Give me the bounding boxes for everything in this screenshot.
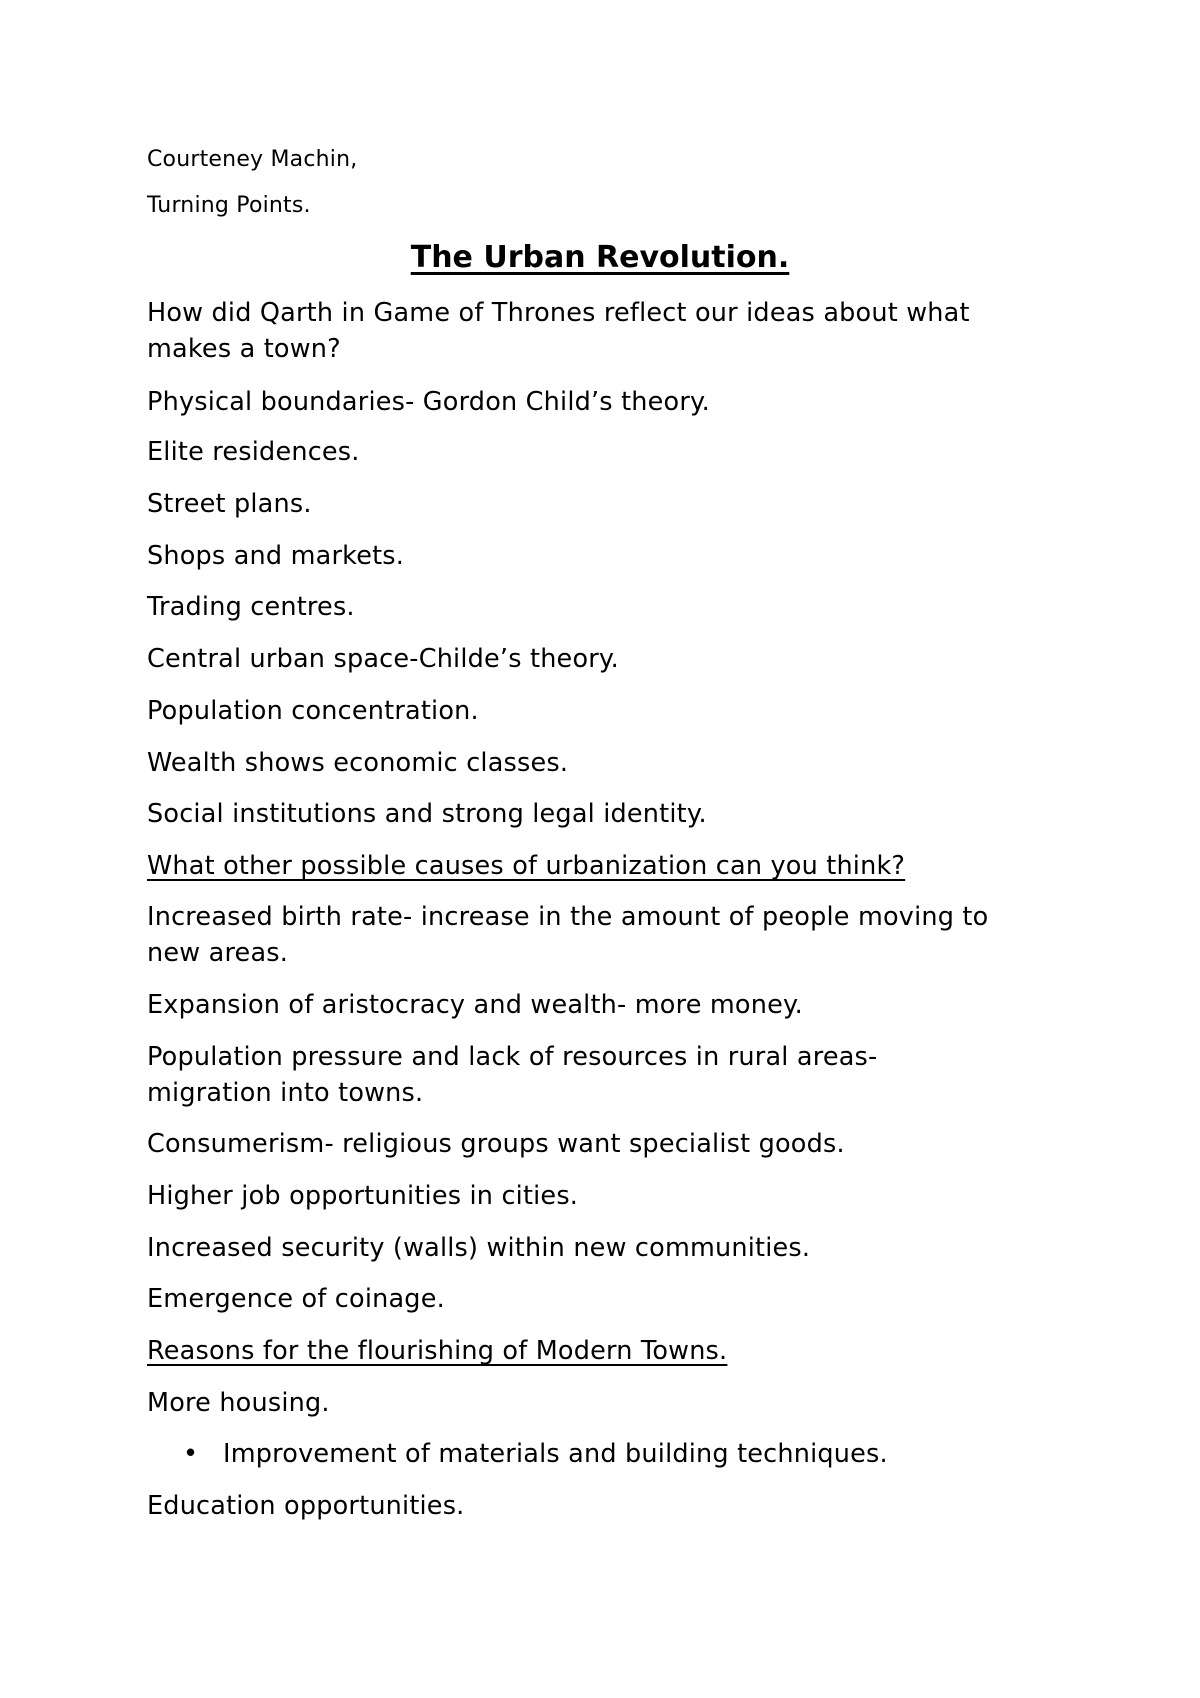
course-line: Turning Points. (147, 193, 311, 218)
feature-item: Street plans. (147, 489, 312, 519)
author-line: Courteney Machin, (147, 147, 358, 172)
feature-item: Population concentration. (147, 696, 479, 726)
bullet-list-item (183, 1436, 888, 1472)
cause-item: Population pressure and lack of resources in rural areas- migration into towns. (147, 1042, 878, 1108)
cause-item: Consumerism- religious groups want specialist goods. (147, 1129, 845, 1159)
reason-education: Education opportunities. (147, 1491, 465, 1521)
feature-item: Shops and markets. (147, 541, 405, 571)
cause-item: Higher job opportunities in cities. (147, 1181, 579, 1211)
cause-item: Expansion of aristocracy and wealth- more money. (147, 990, 803, 1020)
feature-item: Social institutions and strong legal identity. (147, 799, 707, 829)
feature-item: Central urban space-Childe’s theory. (147, 644, 619, 674)
cause-item: Increased birth rate- increase in the amount of people moving to new areas. (147, 902, 989, 968)
intro-question: How did Qarth in Game of Thrones reflect our ideas about what makes a town? (147, 298, 970, 364)
feature-item: Elite residences. (147, 437, 360, 467)
feature-item: Trading centres. (147, 592, 355, 622)
cause-item: Emergence of coinage. (147, 1284, 445, 1314)
causes-heading: What other possible causes of urbanization can you think? (147, 851, 906, 881)
cause-item: Increased security (walls) within new communities. (147, 1233, 811, 1263)
reasons-heading: Reasons for the flourishing of Modern Towns. (147, 1336, 728, 1366)
feature-item: Wealth shows economic classes. (147, 748, 569, 778)
bullet-item-text: Improvement of materials and building techniques. (223, 1439, 888, 1469)
bullet-icon: • (183, 1439, 199, 1469)
document-title: The Urban Revolution. (410, 240, 790, 275)
reason-more-housing: More housing. (147, 1388, 330, 1418)
feature-item: Physical boundaries- Gordon Child’s theory. (147, 387, 710, 417)
